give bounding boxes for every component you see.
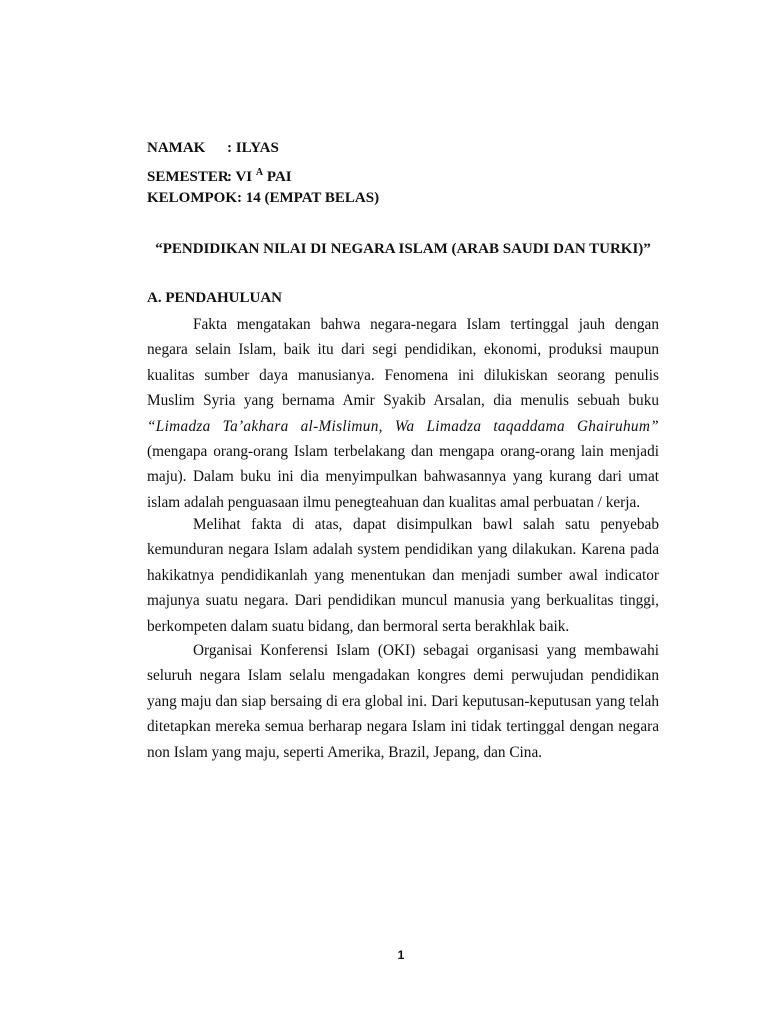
semester-program: PAI [266,169,292,185]
group-label: KELOMPOK: [147,190,242,206]
paragraph-1-text-a: Fakta mengatakan bahwa negara-negara Islam tertinggal jauh dengan negara selain Islam, baik itu dari segi pendidikan, ekonomi, produksi maupun kualitas sumber daya manusianya. Fenomena ini dilukiskan seorang penulis Muslim Syria yang bernama Amir Syakib Arsalan, dia menulis sebuah buku [147,316,659,410]
paragraph-1 [147,312,659,515]
book-title-italic: “Limadza Ta’akhara al-Mislimun, Wa Limadza taqaddama Ghairuhum” [147,417,659,435]
group-line [147,189,379,207]
paragraph-2: Melihat fakta di atas, dapat disimpulkan bawl salah satu penyebab kemunduran negara Islam adalah system pendidikan yang dilakukan. Karena pada hakikatnya pendidikanlah yang menentukan dan menjadi sumber awal indicator majunya suatu negara. Dari pendidikan muncul manusia yang berkualitas tinggi, berkompeten dalam suatu bidang, dan bermoral serta berakhlak baik. [147,516,659,635]
group-value: 14 (EMPAT BELAS) [245,190,380,206]
section-heading: A. PENDAHULUAN [147,290,282,306]
semester-value: : VI [227,169,253,185]
document-title: “PENDIDIKAN NILAI DI NEGARA ISLAM (ARAB SAUDI DAN TURKI)” [155,241,651,257]
semester-line [147,164,292,186]
semester-label: SEMESTER [147,169,229,185]
name-label: NAMAK [147,140,206,156]
paragraph-3: Organisai Konferensi Islam (OKI) sebagai organisasi yang membawahi seluruh negara Islam selalu mengadakan kongres demi perwujudan pendidikan yang maju dan siap bersaing di era global ini. Dari keputusan-keputusan yang telah ditetapkan mereka semua berharap negara Islam ini tidak tertinggal dengan negara non Islam yang maju, seperti Amerika, Brazil, Jepang, dan Cina. [147,642,659,761]
name-value: : ILYAS [227,140,279,156]
paragraph-1-text-b: (mengapa orang-orang Islam terbelakang dan mengapa orang-orang lain menjadi maju). Dalam buku ini dia menyimpulkan bahwasannya yang kurang dari umat islam adalah penguasaan ilmu penegteahuan dan kualitas amal perbuatan / kerja. [147,443,659,511]
name-line [147,139,279,157]
semester-superscript: A [255,167,264,178]
page-number: 1 [397,948,405,962]
